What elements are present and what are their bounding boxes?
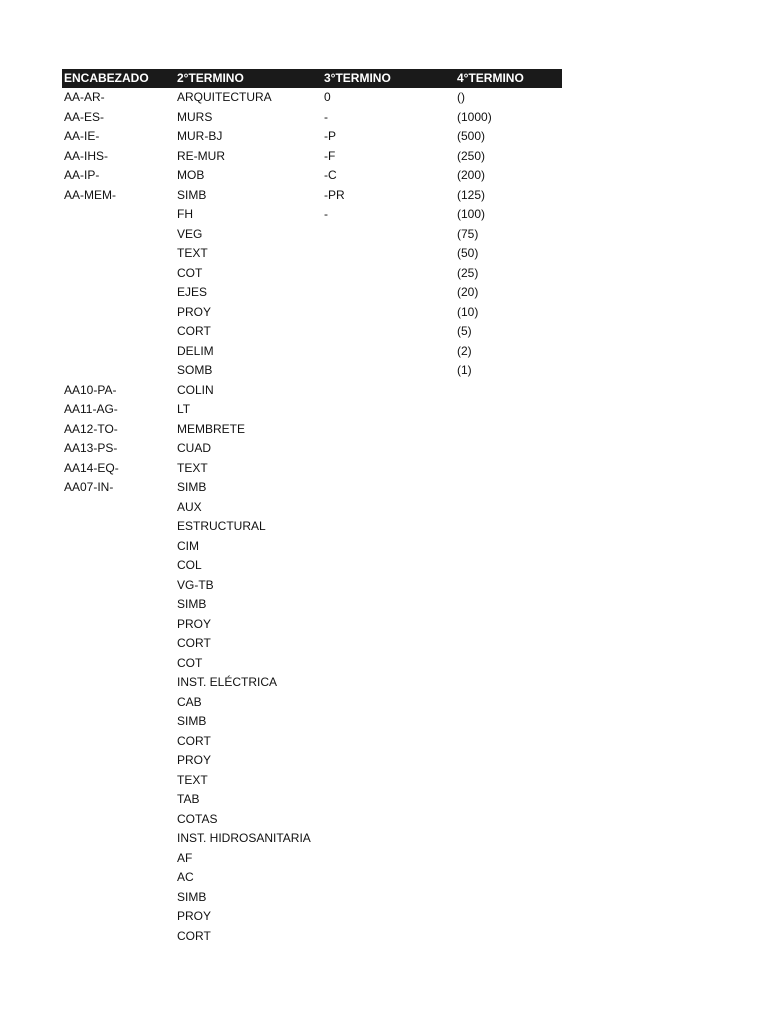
table-row: [62, 283, 562, 303]
termino-2-cell: PROY: [177, 753, 212, 767]
termino-2-cell: INST. ELÉCTRICA: [177, 675, 278, 689]
table-row: [62, 615, 562, 635]
termino-3-cell: [322, 225, 455, 245]
termino-4-cell: [455, 810, 562, 830]
termino-4-cell: (200): [457, 168, 486, 182]
table-row: [62, 478, 562, 498]
table-row: [62, 517, 562, 537]
table-row: [62, 459, 562, 479]
termino-3-cell: [322, 400, 455, 420]
table-row: [62, 225, 562, 245]
termino-4-cell: [455, 576, 562, 596]
termino-4-cell: [455, 829, 562, 849]
termino-3-cell: [322, 927, 455, 947]
encabezado-cell: [62, 751, 175, 771]
encabezado-cell: [62, 712, 175, 732]
encabezado-cell: [62, 225, 175, 245]
table-row: [62, 673, 562, 693]
header-3-termino: 3°TERMINO: [324, 71, 391, 85]
termino-4-cell: (1): [457, 363, 472, 377]
encabezado-cell: [62, 264, 175, 284]
termino-4-cell: [455, 888, 562, 908]
encabezado-cell: [62, 790, 175, 810]
termino-2-cell: DELIM: [177, 343, 214, 358]
termino-2-cell: SIMB: [177, 714, 207, 728]
termino-4-cell: [455, 907, 562, 927]
encabezado-cell: [62, 498, 175, 518]
termino-3-cell: [322, 322, 455, 342]
table-row: [62, 634, 562, 654]
encabezado-cell: [62, 576, 175, 596]
encabezado-cell: [62, 927, 175, 947]
table-row: [62, 361, 562, 381]
encabezado-cell: [62, 907, 175, 927]
table-row: [62, 439, 562, 459]
table-row: [62, 264, 562, 284]
termino-4-cell: (20): [457, 285, 479, 299]
termino-2-cell: VEG: [177, 226, 203, 241]
termino-3-cell: [322, 517, 455, 537]
termino-4-cell: (10): [457, 304, 479, 319]
table-row: [62, 907, 562, 927]
termino-3-cell: [322, 556, 455, 576]
termino-3-cell: [322, 907, 455, 927]
termino-4-cell: (250): [457, 148, 486, 163]
termino-4-cell: [455, 868, 562, 888]
termino-4-cell: [455, 556, 562, 576]
table-row: [62, 576, 562, 596]
termino-2-cell: COT: [177, 655, 203, 670]
termino-4-cell: [455, 693, 562, 713]
termino-4-cell: [455, 771, 562, 791]
encabezado-cell: [62, 693, 175, 713]
termino-2-cell: RE-MUR: [177, 148, 225, 163]
termino-3-cell: -C: [324, 168, 337, 182]
termino-3-cell: [322, 693, 455, 713]
encabezado-cell: [62, 283, 175, 303]
termino-2-cell: ESTRUCTURAL: [177, 519, 266, 533]
encabezado-cell: AA07-IN-: [64, 480, 114, 494]
table-row: [62, 498, 562, 518]
termino-3-cell: [322, 576, 455, 596]
termino-4-cell: [455, 459, 562, 479]
layer-naming-table: [62, 69, 562, 946]
encabezado-cell: [62, 771, 175, 791]
termino-4-cell: [455, 439, 562, 459]
termino-4-cell: (25): [457, 265, 479, 280]
termino-3-cell: [322, 420, 455, 440]
termino-2-cell: SIMB: [177, 889, 207, 904]
table-row: [62, 147, 562, 167]
encabezado-cell: [62, 615, 175, 635]
termino-3-cell: [322, 771, 455, 791]
encabezado-cell: AA-AR-: [64, 90, 105, 104]
termino-2-cell: COLIN: [177, 382, 214, 397]
termino-3-cell: [322, 342, 455, 362]
termino-4-cell: [455, 478, 562, 498]
termino-4-cell: [455, 517, 562, 537]
termino-3-cell: [322, 654, 455, 674]
table-row: [62, 537, 562, 557]
termino-4-cell: (500): [457, 129, 486, 143]
termino-3-cell: [322, 283, 455, 303]
termino-4-cell: (): [457, 90, 465, 104]
termino-3-cell: [322, 849, 455, 869]
table-row: [62, 751, 562, 771]
termino-4-cell: [455, 732, 562, 752]
termino-2-cell: CORT: [177, 928, 211, 943]
termino-2-cell: SOMB: [177, 363, 213, 377]
termino-4-cell: (100): [457, 207, 486, 221]
termino-2-cell: AC: [177, 870, 194, 884]
termino-3-cell: -: [324, 207, 328, 221]
table-row: [62, 732, 562, 752]
termino-4-cell: [455, 381, 562, 401]
termino-4-cell: [455, 420, 562, 440]
table-row: [62, 88, 562, 108]
termino-3-cell: -P: [324, 129, 336, 143]
table-row: [62, 595, 562, 615]
encabezado-cell: [62, 634, 175, 654]
termino-3-cell: [322, 810, 455, 830]
termino-2-cell: COT: [177, 265, 203, 280]
encabezado-cell: [62, 517, 175, 537]
termino-2-cell: CUAD: [177, 441, 212, 455]
termino-3-cell: [322, 303, 455, 323]
termino-3-cell: -PR: [324, 187, 345, 202]
termino-2-cell: CORT: [177, 733, 211, 748]
termino-3-cell: [322, 381, 455, 401]
encabezado-cell: AA-IP-: [64, 168, 100, 182]
header-2-termino: 2°TERMINO: [177, 71, 244, 85]
encabezado-cell: AA10-PA-: [64, 382, 117, 397]
termino-4-cell: (2): [457, 343, 472, 358]
termino-2-cell: SIMB: [177, 187, 207, 202]
header-4-termino: 4°TERMINO: [457, 71, 524, 85]
encabezado-cell: AA12-TO-: [64, 421, 118, 436]
table-row: [62, 186, 562, 206]
termino-2-cell: AF: [177, 850, 193, 865]
encabezado-cell: AA-ES-: [64, 109, 105, 124]
termino-4-cell: (1000): [457, 109, 492, 124]
encabezado-cell: AA13-PS-: [64, 441, 118, 455]
termino-3-cell: [322, 634, 455, 654]
table-row: [62, 420, 562, 440]
table-row: [62, 108, 562, 128]
termino-4-cell: [455, 537, 562, 557]
encabezado-cell: [62, 556, 175, 576]
termino-2-cell: PROY: [177, 909, 212, 923]
table-body: [62, 88, 562, 946]
termino-2-cell: CIM: [177, 538, 199, 553]
termino-3-cell: [322, 829, 455, 849]
encabezado-cell: AA-MEM-: [64, 187, 116, 202]
table-row: [62, 849, 562, 869]
termino-3-cell: 0: [324, 90, 331, 104]
encabezado-cell: [62, 673, 175, 693]
table-row: [62, 712, 562, 732]
table-row: [62, 810, 562, 830]
table-row: [62, 381, 562, 401]
table-row: [62, 244, 562, 264]
table-row: [62, 790, 562, 810]
encabezado-cell: [62, 810, 175, 830]
table-row: [62, 868, 562, 888]
termino-2-cell: TEXT: [177, 460, 208, 475]
termino-2-cell: CORT: [177, 636, 211, 650]
table-row: [62, 927, 562, 947]
termino-2-cell: CAB: [177, 694, 202, 709]
termino-3-cell: [322, 868, 455, 888]
termino-4-cell: [455, 595, 562, 615]
encabezado-cell: [62, 829, 175, 849]
termino-2-cell: TEXT: [177, 772, 208, 787]
termino-4-cell: [455, 927, 562, 947]
termino-2-cell: SIMB: [177, 480, 207, 494]
termino-3-cell: [322, 615, 455, 635]
termino-3-cell: [322, 459, 455, 479]
encabezado-cell: [62, 595, 175, 615]
termino-2-cell: MOB: [177, 168, 205, 182]
termino-4-cell: [455, 712, 562, 732]
table-row: [62, 322, 562, 342]
encabezado-cell: [62, 732, 175, 752]
encabezado-cell: AA-IE-: [64, 129, 100, 143]
termino-4-cell: [455, 790, 562, 810]
termino-2-cell: ARQUITECTURA: [177, 90, 272, 104]
encabezado-cell: [62, 849, 175, 869]
termino-2-cell: LT: [177, 402, 191, 416]
termino-3-cell: [322, 537, 455, 557]
termino-4-cell: [455, 400, 562, 420]
table-row: [62, 342, 562, 362]
termino-3-cell: -: [324, 109, 328, 124]
termino-2-cell: AUX: [177, 499, 202, 514]
termino-2-cell: SIMB: [177, 597, 207, 611]
termino-4-cell: [455, 634, 562, 654]
encabezado-cell: [62, 244, 175, 264]
termino-2-cell: EJES: [177, 285, 208, 299]
encabezado-cell: [62, 322, 175, 342]
termino-2-cell: MURS: [177, 109, 213, 124]
table-row: [62, 888, 562, 908]
encabezado-cell: AA14-EQ-: [64, 460, 119, 475]
termino-3-cell: [322, 478, 455, 498]
termino-2-cell: CORT: [177, 324, 211, 338]
termino-2-cell: FH: [177, 207, 193, 221]
termino-4-cell: (75): [457, 226, 479, 241]
termino-2-cell: MEMBRETE: [177, 421, 246, 436]
termino-3-cell: [322, 751, 455, 771]
encabezado-cell: [62, 537, 175, 557]
termino-3-cell: [322, 790, 455, 810]
termino-2-cell: VG-TB: [177, 577, 214, 592]
termino-4-cell: [455, 654, 562, 674]
table-row: [62, 166, 562, 186]
termino-4-cell: [455, 498, 562, 518]
termino-3-cell: [322, 498, 455, 518]
termino-2-cell: PROY: [177, 616, 212, 631]
termino-3-cell: [322, 888, 455, 908]
encabezado-cell: [62, 303, 175, 323]
termino-3-cell: [322, 361, 455, 381]
table-row: [62, 556, 562, 576]
termino-4-cell: (50): [457, 246, 479, 260]
encabezado-cell: [62, 888, 175, 908]
encabezado-cell: [62, 868, 175, 888]
termino-4-cell: [455, 751, 562, 771]
termino-2-cell: PROY: [177, 304, 212, 319]
encabezado-cell: [62, 342, 175, 362]
table-row: [62, 771, 562, 791]
termino-4-cell: (125): [457, 187, 486, 202]
encabezado-cell: [62, 361, 175, 381]
termino-3-cell: -F: [324, 148, 336, 163]
encabezado-cell: AA11-AG-: [64, 402, 118, 416]
table-row: [62, 303, 562, 323]
termino-3-cell: [322, 732, 455, 752]
table-row: [62, 693, 562, 713]
table-row: [62, 829, 562, 849]
termino-3-cell: [322, 673, 455, 693]
termino-2-cell: INST. HIDROSANITARIA: [177, 831, 311, 845]
termino-2-cell: TAB: [177, 792, 200, 806]
table-header-row: [62, 69, 562, 88]
termino-3-cell: [322, 712, 455, 732]
termino-3-cell: [322, 595, 455, 615]
termino-3-cell: [322, 244, 455, 264]
termino-2-cell: COL: [177, 558, 202, 572]
termino-3-cell: [322, 439, 455, 459]
table-row: [62, 654, 562, 674]
termino-2-cell: MUR-BJ: [177, 129, 223, 143]
termino-4-cell: [455, 849, 562, 869]
header-encabezado: ENCABEZADO: [64, 71, 149, 85]
encabezado-cell: [62, 654, 175, 674]
encabezado-cell: [62, 205, 175, 225]
table-row: [62, 205, 562, 225]
termino-2-cell: COTAS: [177, 811, 218, 826]
termino-2-cell: TEXT: [177, 246, 208, 260]
termino-4-cell: [455, 673, 562, 693]
table-row: [62, 400, 562, 420]
encabezado-cell: AA-IHS-: [64, 148, 109, 163]
termino-4-cell: [455, 615, 562, 635]
termino-3-cell: [322, 264, 455, 284]
termino-4-cell: (5): [457, 324, 472, 338]
table-row: [62, 127, 562, 147]
